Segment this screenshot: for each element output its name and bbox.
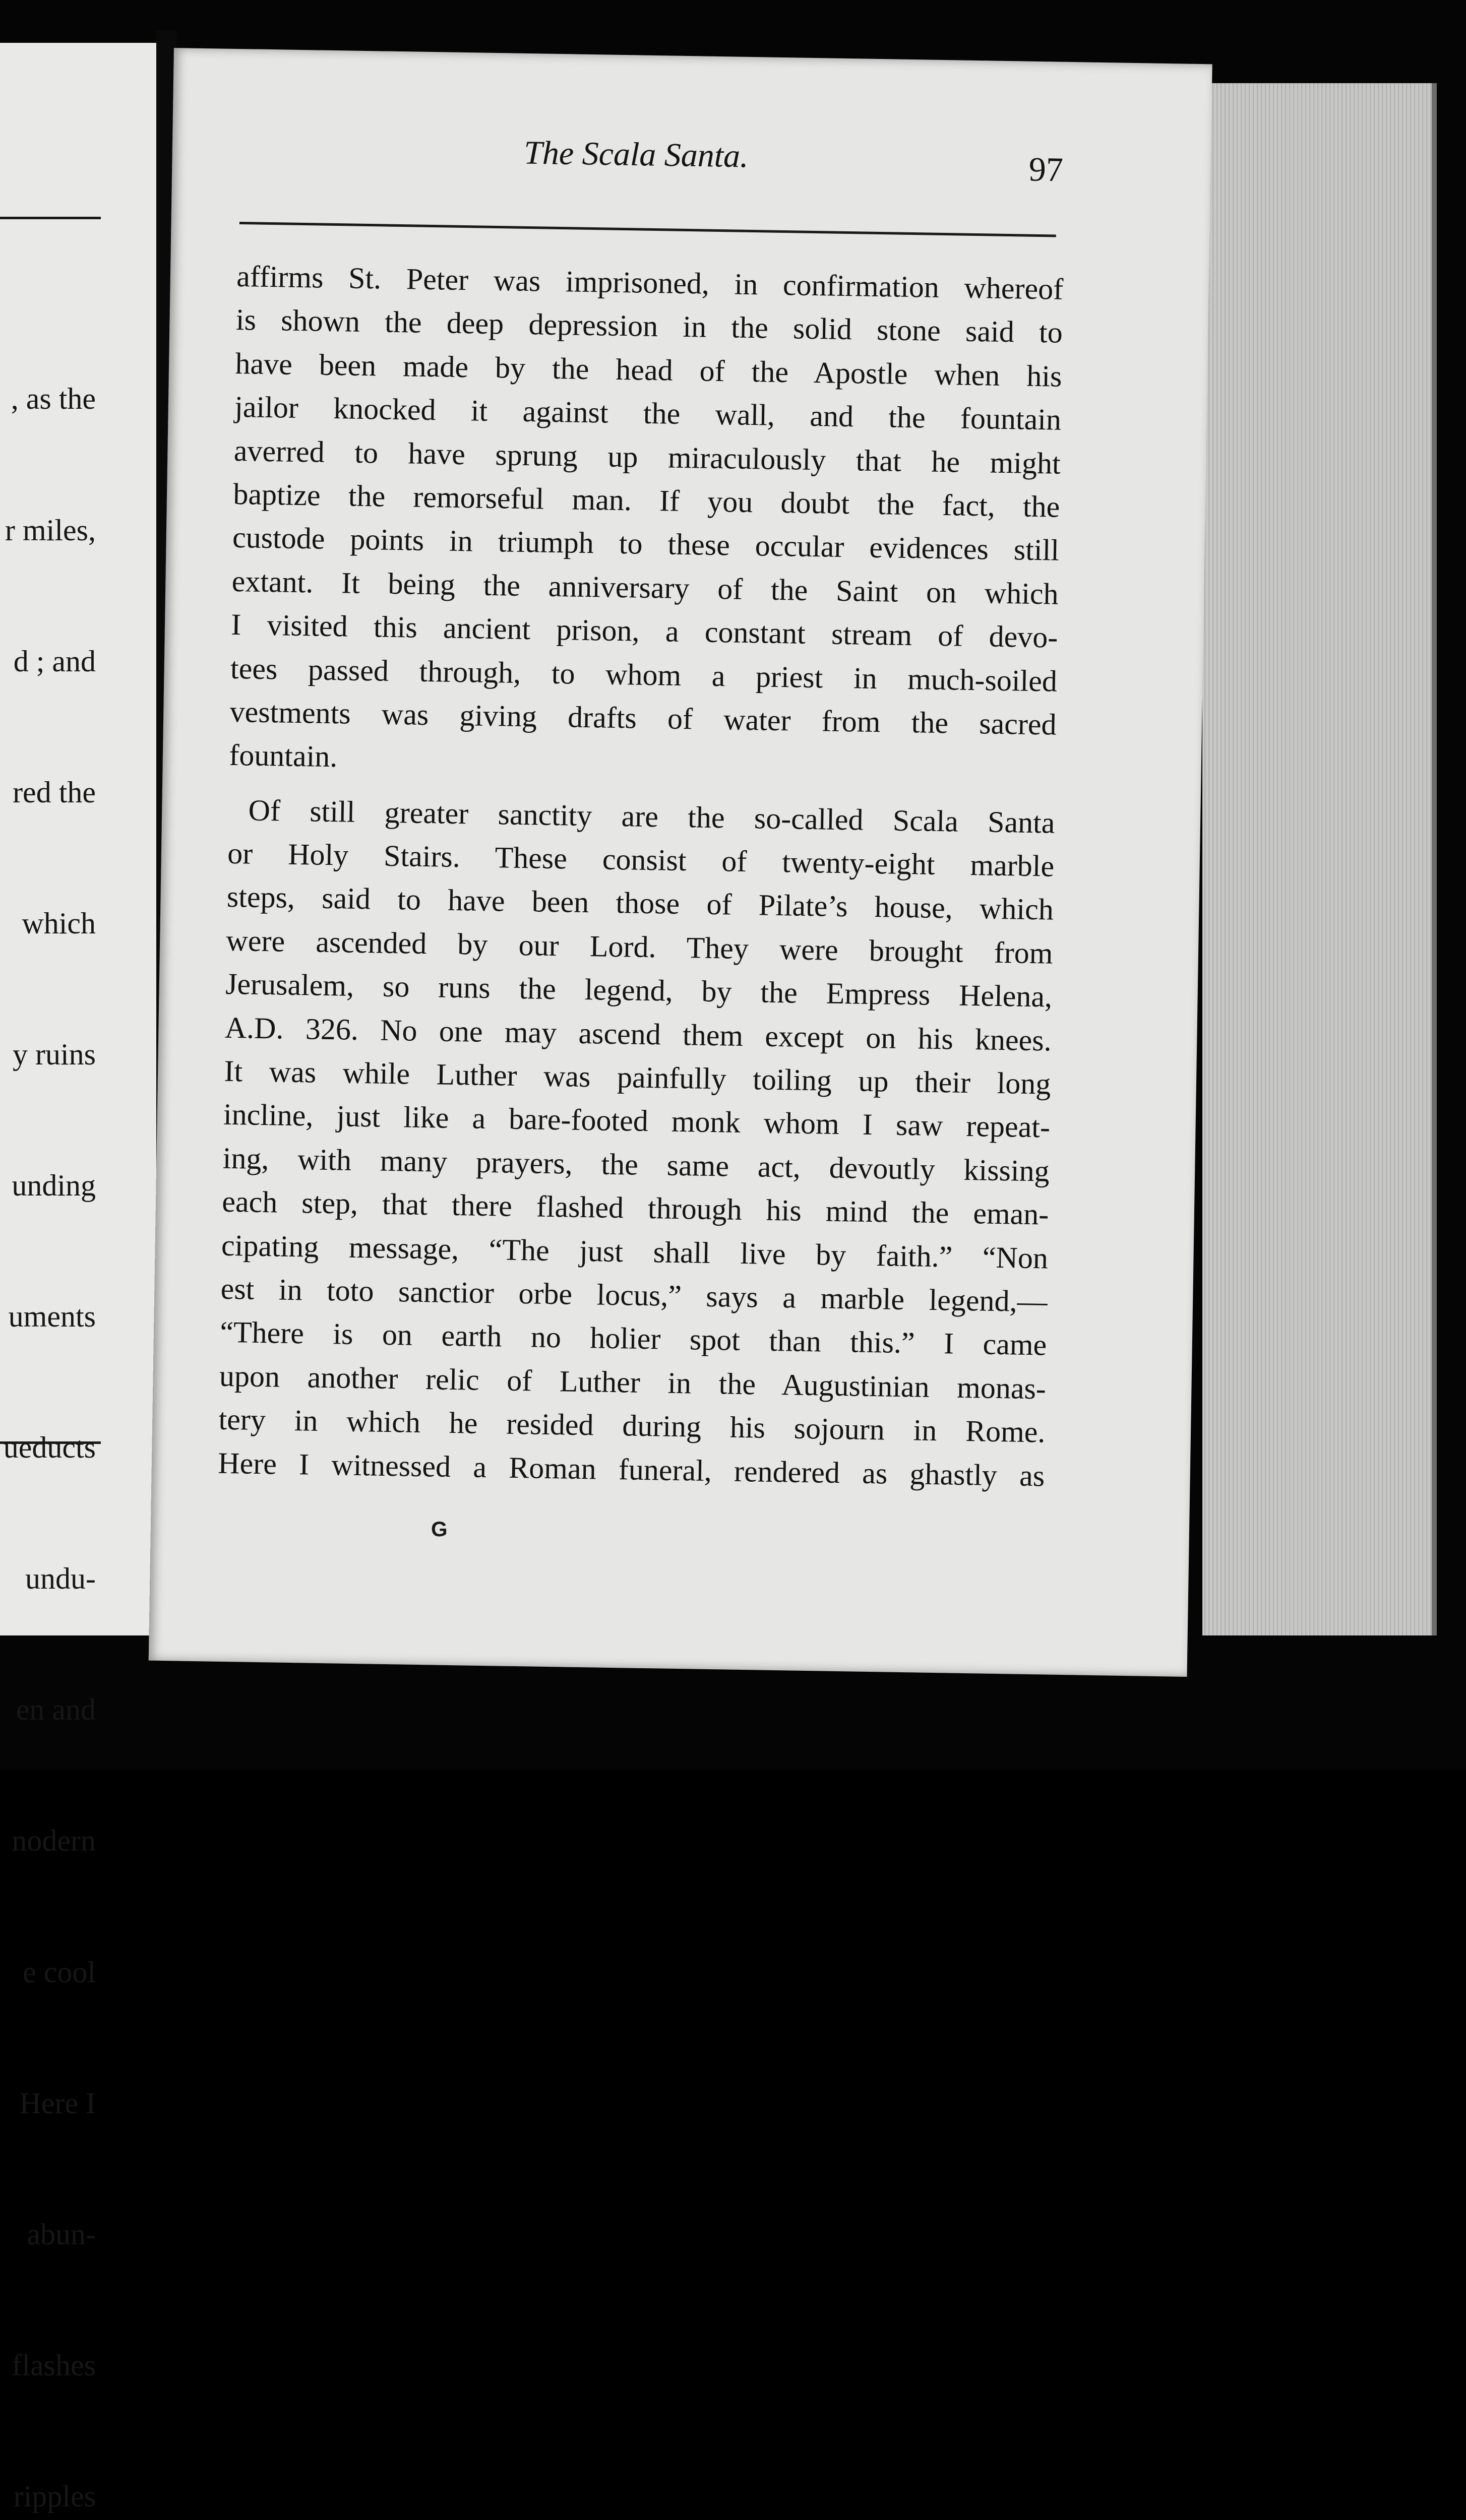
left-line: abun- [27,2217,96,2251]
text-line: jailor knocked it against the wall, and the fountain [234,390,1062,436]
left-line: en and [16,1693,96,1727]
text-line: averred to have sprung up miraculously that he might [233,433,1061,480]
page-block-edges [1202,83,1437,1635]
text-line: steps, said to have been those of Pilate’s house, which [226,880,1054,927]
text-line: tees passed through, to whom a priest in much-soiled [230,651,1058,698]
text-line: baptize the remorseful man. If you doubt the fact, the [233,477,1060,524]
text-line: Of still greater sanctity are the so-called Scala Santa [248,793,1056,840]
left-line: unding [12,1168,96,1202]
text-line: or Holy Stairs. These consist of twenty-eight marble [227,836,1055,883]
text-line: vestments was giving drafts of water from the sacred [229,695,1057,741]
left-facing-page [0,43,156,2513]
text-line: A.D. 326. No one may ascend them except on his knees. [224,1011,1052,1057]
text-line: I visited this ancient prison, a constant stream of devo- [230,608,1058,654]
text-line: incline, just like a bare-footed monk whom I saw repeat- [223,1098,1051,1144]
text-line: custode points in triumph to these occular evidences still [232,521,1060,568]
text-line: est in toto sanctior orbe locus,” says a marble legend,— [220,1272,1048,1318]
text-line: upon another relic of Luther in the Augustinian monas- [219,1359,1047,1406]
text-line: It was while Luther was painfully toiling up their long [224,1054,1051,1101]
left-page-text-fragments [0,290,96,2520]
left-line: undu- [25,1562,96,1596]
running-title: The Scala Santa. [523,134,749,175]
paragraph-2 [218,788,1056,1498]
text-line: Jerusalem, so runs the legend, by the Empress Helena, [225,967,1053,1014]
left-page-top-rule [0,217,101,219]
text-line: is shown the deep depression in the solid stone said to [235,303,1063,350]
text-line: have been made by the head of the Apostle when his [235,346,1062,393]
text-line: fountain. [228,738,338,774]
left-line: e cool [23,1955,96,1989]
text-line: were ascended by our Lord. They were brought from [226,923,1053,970]
left-line: r miles, [5,513,96,547]
left-line: d ; and [13,644,96,678]
text-line: “There is on earth no holier spot than this.” I came [219,1315,1047,1362]
left-line: red the [13,775,96,809]
left-line: flashes [12,2348,96,2382]
left-line: uments [8,1300,96,1334]
text-line: ing, with many prayers, the same act, devoutly kissing [222,1141,1050,1188]
text-line: tery in which he resided during his sojourn in Rome. [218,1402,1046,1449]
left-line: , as the [11,382,96,416]
left-line: ripples [13,2479,96,2513]
paragraph-1 [229,255,1064,790]
left-line: which [22,906,96,940]
text-line: Here I witnessed a Roman funeral, rendered as ghastly as [217,1446,1045,1493]
left-line: nodern [12,1824,96,1858]
signature-mark: G [431,1517,448,1541]
left-line: ueducts [3,1431,96,1465]
text-line: affirms St. Peter was imprisoned, in confirmation whereof [236,259,1064,306]
text-line: cipating message, “The just shall live by faith.” “Non [221,1228,1049,1275]
page-number: 97 [1028,150,1064,189]
text-line: each step, that there flashed through his mind the eman- [221,1184,1049,1231]
text-line: extant. It being the anniversary of the Saint on which [231,564,1059,611]
left-page-bottom-rule [0,1441,101,1444]
left-line: y ruins [13,1037,96,1071]
body-text [218,255,1064,1497]
left-line: Here I [19,2086,96,2120]
